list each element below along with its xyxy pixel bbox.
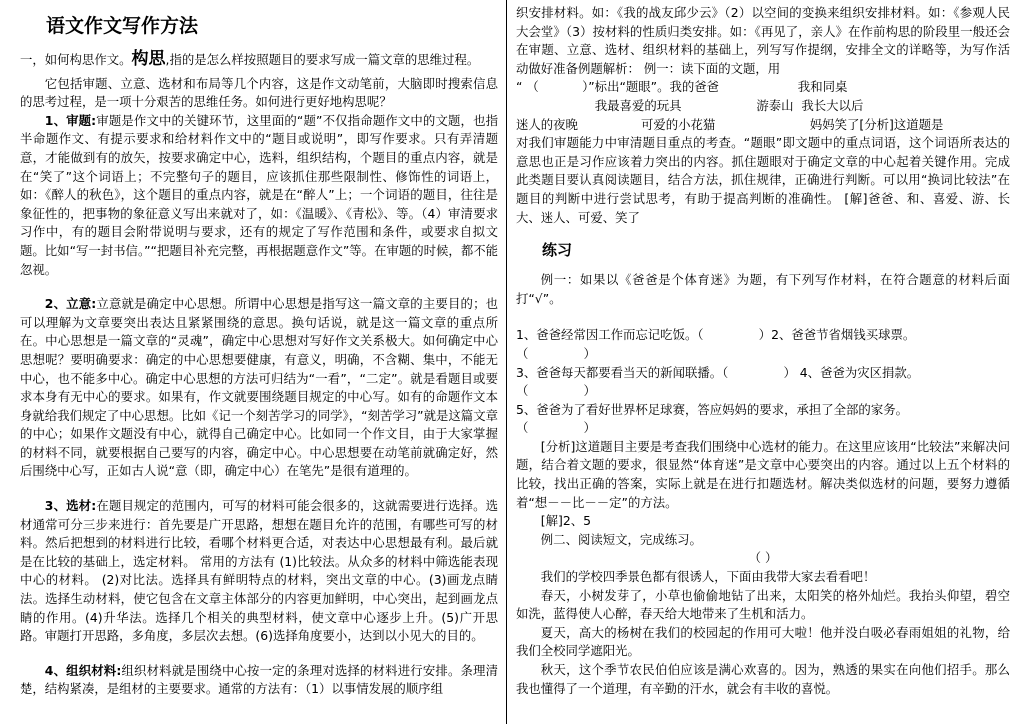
section-text: 立意就是确定中心思想。所谓中心思想是指写这一篇文章的主要目的；也可以理解为文章要突出表达且紧紧围绕的意思。换句话说，就是这一篇文章的重点所在。中心思想是一篇文章的“灵魂”，确定中心思想对写好作文关系极大。如何确定中心思想呢？要明确要求：确定的中心思想要健康，有意义，明确，不含糊、集中，不能无中心，也不能多中心。确定中心思想的方法可归结为“一看”，“二定”。就是看题目或要求本身有无中心的要求。如果有，作文就要围绕题目规定的中心写。如有的命题作文本身就给我们规定了中心思想。比如《记一个刻苦学习的同学》，“刻苦学习”就是这篇文章的中心；如果作文题没有中心，就得自己确定中心。比如同一个作文目，由于大家掌握的材料不同，就要根据自己要写的内容，确定中心。中心思想要在动笔前就确定好，然后围绕中心写，正如古人说“意（即，确定中心）在笔先”是很有道理的。	[20, 296, 498, 479]
intro-keyword: 构思	[131, 49, 166, 69]
example-2-heading: 例二、阅读短文，完成练习。	[540, 531, 702, 547]
section-text: 审题是作文中的关键环节，这里面的“题”不仅指命题作文中的文题，也指半命题作文、有提示要求和给材料作文中的“题目或说明”，即写作要求。只有弄清题意，才能做到有的放矢，按要求确定中心，选料，组织结构，个题目的重点内容，就是在“笑了”这个词语上；不完整句子的题目，应该抓住那些限制性、修饰性的词语上，如：《醉人的秋色》，这个题目的重点内容，就是在“醉人”上；一个词语的题目，往往是象征性的，把事物的象征意义写出来就对了，如：《温暖》、《青松》、等。（4）审清要求习作中，有的题目会附带说明与要求，还有的规定了写作范围和条件，或要求自拟文题。比如“写一封书信。”“把题目补充完整，再根据题意作文”等。在审题的时候，都不能忽视。	[20, 112, 498, 277]
story-paragraph: 夏天，高大的杨树在我们的校园起的作用可大啦！他并没白吸必春雨姐姐的礼物，给我们全校同学遮阳光。	[516, 624, 1010, 659]
section-heading: 3、选材:	[44, 498, 97, 514]
section-shenti	[20, 112, 498, 279]
story-title-blank: （ ）	[748, 550, 778, 566]
practice-item: 1、爸爸经常因工作而忘记吃饭。（ ）2、爸爸节省烟钱买球票。	[516, 327, 916, 343]
document-title: 语文作文写作方法	[46, 15, 199, 37]
story-paragraph: 春天，小树发芽了，小草也偷偷地钻了出来，太阳笑的格外灿烂。我抬头仰望，碧空如洗，蓝得使人心醉，春天给大地带来了生机和活力。	[516, 587, 1010, 622]
left-column	[20, 0, 498, 724]
section-heading: 2、立意:	[44, 296, 97, 312]
column-divider	[506, 0, 507, 724]
section-text: 组织材料就是围绕中心按一定的条理对选择的材料进行安排。条理清楚，结构紧凑，是组材的主要要求。通常的方法有：（1）以事情发展的顺序组	[20, 662, 498, 697]
story-paragraph: 秋天，这个季节农民伯伯应该是满心欢喜的。因为，熟透的果实在向他们招手。那么我也懂得了一个道理，有辛勤的汗水，就会有丰收的喜悦。	[516, 662, 1010, 696]
section-text: 在题目规定的范围内，可写的材料可能会很多的，这就需要进行选择。选材通常可分三步来进行：首先要是广开思路，想想在题目允许的范围，有哪些可写的材料。然后把想到的材料进行比较，看哪个材料更合适，对表达中心思想最有利。最后就是在比较的基础上，选定材料。 常用的方法有 (1)比较法。从众多的材料中筛选能表现中心的材料。 (2)对比法。选择具有鲜明特点的材料，突出文章的中心。(3)画龙点睛法。选择生动材料，使它包含在文章主体部分的内容更加鲜明，中心突出，起到画龙点睛的作用。(4)升华法。选择几个相关的典型材料，使文章中心逐步上升。(5)广开思路。审题打开思路，多角度，多层次去想。(6)选择角度要小，达到以小见大的目的。	[20, 498, 498, 644]
intro-paragraph: 它包括审题、立意、选材和布局等几个内容，这是作文动笔前，大脑即时搜索信息的思考过程，是一项十分艰苦的思维任务。如何进行更好地构思呢？	[20, 75, 498, 110]
answer-2: [解]2、5	[540, 513, 592, 529]
practice-item: 5、爸爸为了看好世界杯足球赛，答应妈妈的要求，承担了全部的家务。	[516, 401, 908, 417]
example-row: 我最喜爱的玩具 游泰山 我长大以后	[516, 97, 864, 113]
practice-item: （ ）	[516, 420, 596, 436]
analysis-2: [分析]这道题目主要是考查我们围绕中心选材的能力。在这里应该用“比较法”来解决问题，结合着文题的要求，很显然“体育迷”是文章中心要突出的内容。通过以上五个材料的比较，找出正确的答案，实际上就是在进行扣题选材。解决类似选材的问题，要努力遵循着“想－－比－－定”的方法。	[516, 438, 1010, 510]
right-column	[516, 0, 1010, 724]
practice-item: 3、爸爸每天都要看当天的新闻联播。（ ） 4、爸爸为灾区捐款。	[516, 364, 920, 380]
section-heading: 1、审题:	[44, 112, 97, 128]
continued-text: 织安排材料。如：《我的战友邱少云》（2）以空间的变换来组织安排材料。如：《参观人民大会堂》（3）按材料的性质归类安排。如：《再见了，亲人》在作前构思的阶段里一般还会在审题、立意、选材、组织材料的基础上，列写写作提纲，安排全文的详略等，为写作活动做好准备例题解析： 例一：读下面的文题，用	[516, 5, 1010, 76]
practice-heading: 练习	[542, 241, 573, 260]
section-liyi	[20, 295, 498, 481]
example-row: 迷人的夜晚 可爱的小花猫 妈妈笑了[分析]这道题是	[516, 116, 944, 132]
practice-intro: 例一：如果以《爸爸是个体育迷》为题，有下列写作材料，在符合题意的材料后面打“√”。	[516, 272, 1010, 306]
story-paragraph: 我们的学校四季景色都有很诱人，下面由我带大家去看看吧！	[540, 569, 876, 585]
analysis-text: 对我们审题能力中审清题目重点的考查。“题眼”即文题中的重点词语，这个词语所表达的意思也正是习作应该着力突出的内容。抓住题眼对于确定文章的中心起着关键作用。完成此类题目要认真阅读题目，结合方法，抓住规律，正确进行判断。可以用“换词比较法”在题目的判断中进行尝试思考，有助于提高判断的准确性。 [解]爸爸、和、喜爱、游、长大、迷人、可爱、笑了	[516, 135, 1010, 225]
section-xuancai	[20, 497, 498, 646]
practice-item: （ ）	[516, 383, 596, 399]
intro-prefix: 一，如何构思作文。	[20, 52, 132, 67]
intro-suffix: ,指的是怎么样按照题目的要求写成一篇文章的思维过程。	[165, 52, 480, 67]
example-row: “ （ ）”标出“题眼”。我的爸爸 我和同桌	[516, 79, 848, 95]
practice-item: （ ）	[516, 345, 596, 361]
intro-line	[20, 50, 498, 70]
section-heading: 4、组织材料:	[44, 662, 122, 678]
section-zuzhi	[20, 662, 498, 699]
